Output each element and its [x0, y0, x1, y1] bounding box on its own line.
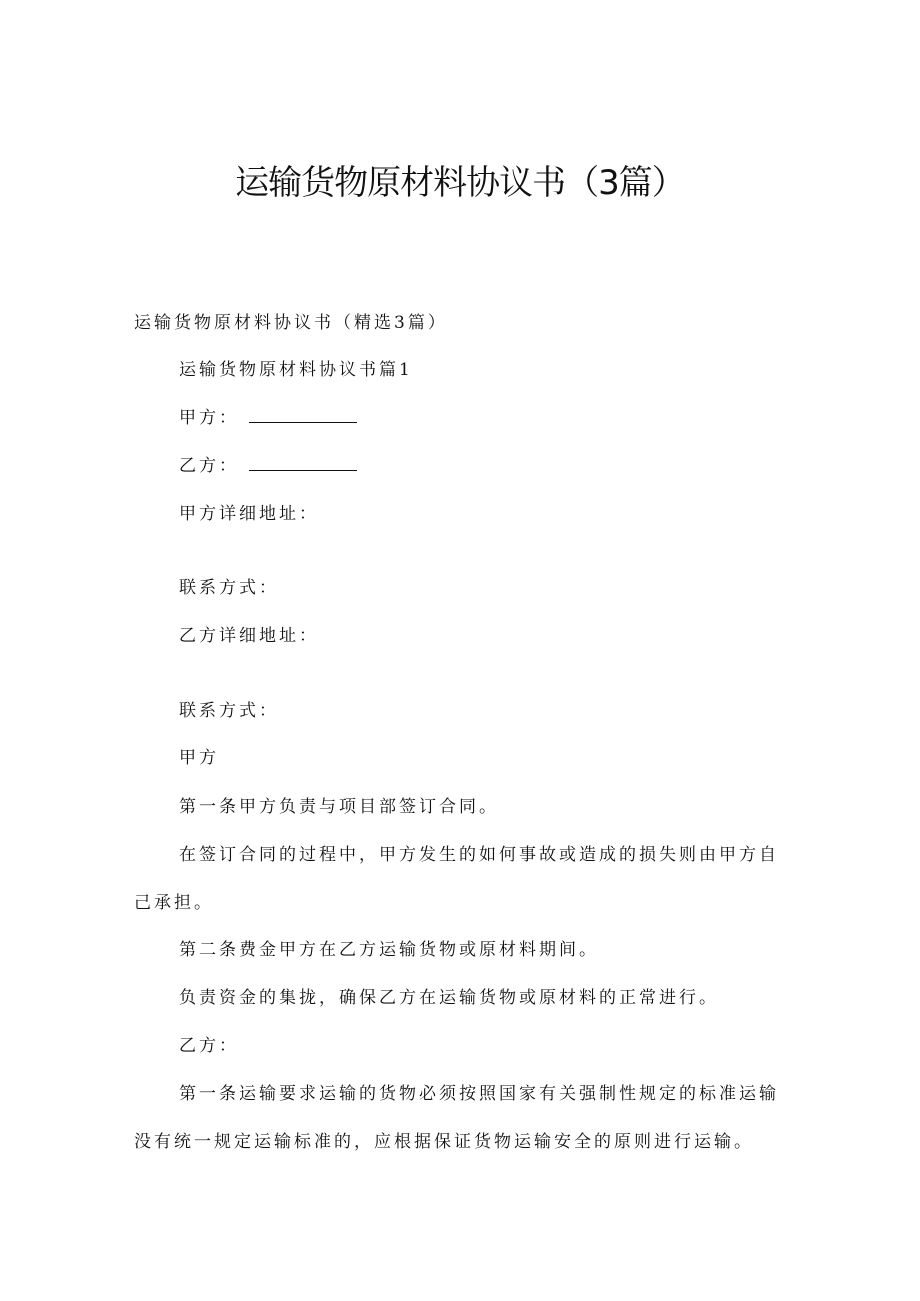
party-a-clause-2: 第二条费金甲方在乙方运输货物或原材料期间。 [179, 940, 599, 960]
party-a-line [179, 406, 357, 430]
party-a-label: 甲方： [179, 408, 239, 428]
party-b-clause-1-line-2: 没有统一规定运输标准的，应根据保证货物运输安全的原则进行运输。 [134, 1132, 754, 1152]
party-b-heading: 乙方： [179, 1036, 239, 1056]
party-a-clause-1-detail-line-1: 在签订合同的过程中，甲方发生的如何事故或造成的损失则由甲方自 [179, 845, 779, 865]
party-b-address-label: 乙方详细地址： [179, 626, 319, 646]
party-a-clause-2-detail: 负责资金的集拢，确保乙方在运输货物或原材料的正常进行。 [179, 988, 719, 1008]
section-heading: 运输货物原材料协议书篇1 [179, 360, 413, 380]
contact-label-a: 联系方式： [179, 578, 279, 598]
contact-label-b: 联系方式： [179, 701, 279, 721]
party-a-clause-1-detail-line-2: 己承担。 [134, 893, 214, 913]
party-a-blank [249, 406, 357, 423]
document-title: 运输货物原材料协议书（3篇） [235, 163, 685, 203]
party-b-clause-1-line-1: 第一条运输要求运输的货物必须按照国家有关强制性规定的标准运输 [179, 1084, 779, 1104]
party-b-blank [249, 454, 357, 471]
document-subtitle: 运输货物原材料协议书（精选3篇） [134, 313, 448, 333]
party-b-label: 乙方： [179, 456, 239, 476]
party-a-clause-1: 第一条甲方负责与项目部签订合同。 [179, 797, 499, 817]
party-a-heading: 甲方 [179, 748, 219, 768]
party-b-line [179, 454, 357, 478]
party-a-address-label: 甲方详细地址： [179, 504, 319, 524]
